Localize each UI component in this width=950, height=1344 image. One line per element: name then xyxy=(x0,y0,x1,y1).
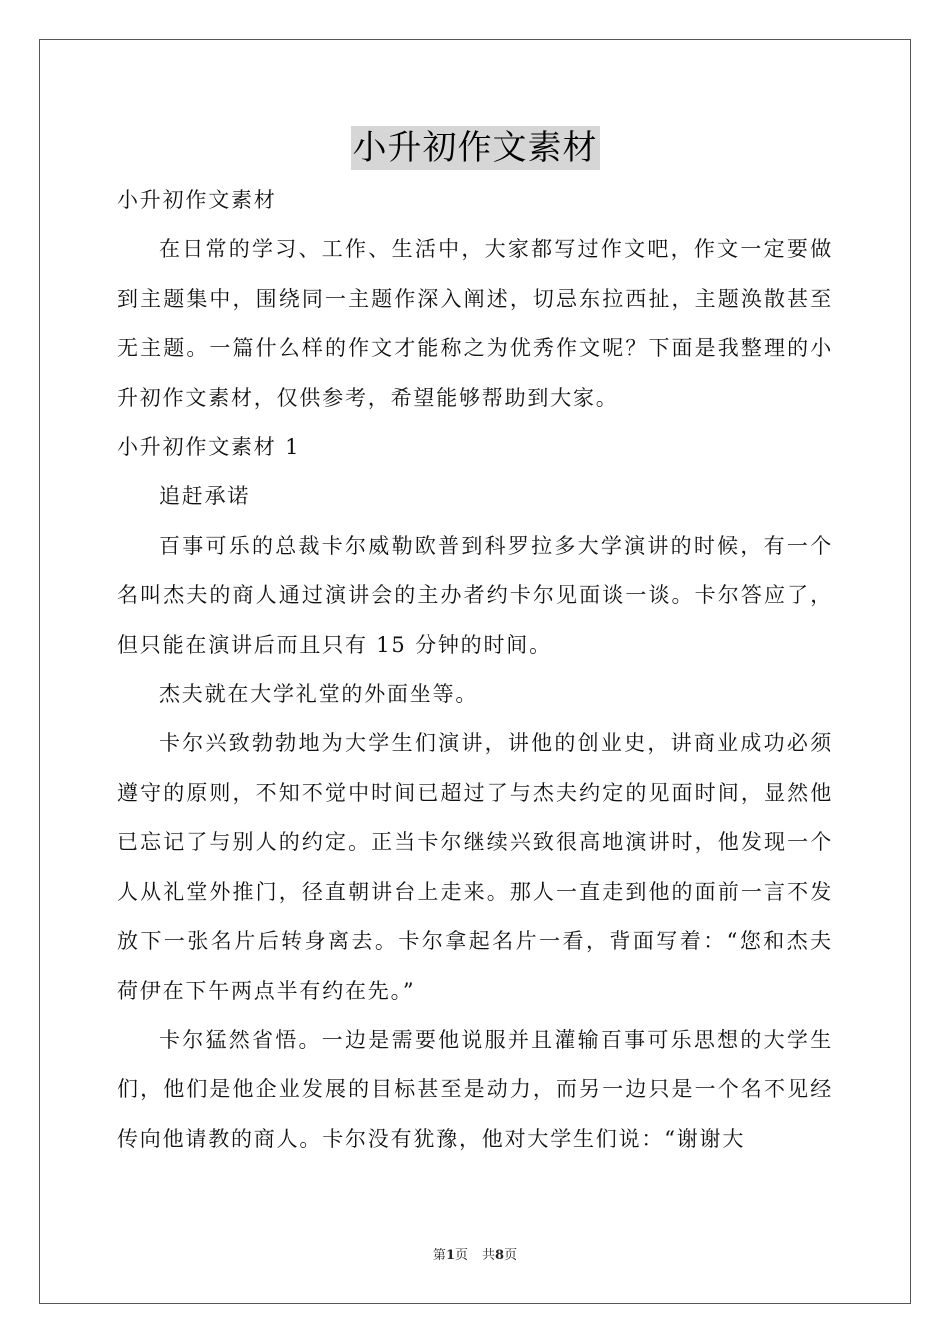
paragraph: 在日常的学习、工作、生活中，大家都写过作文吧，作文一定要做到主题集中，围绕同一主题作深入阐述，切忌东拉西扯，主题涣散甚至无主题。一篇什么样的作文才能称之为优秀作文呢？下面是我整理的小升初作文素材，仅供参考，希望能够帮助到大家。 xyxy=(117,237,833,410)
total-pages: 8 xyxy=(495,1248,505,1263)
total-label-suffix: 页 xyxy=(504,1248,518,1263)
page-label-suffix: 页 xyxy=(454,1248,468,1263)
paragraph: 卡尔猛然省悟。一边是需要他说服并且灌输百事可乐思想的大学生们，他们是他企业发展的目标甚至是动力，而另一边只是一个名不见经传向他请教的商人。卡尔没有犹豫，他对大学生们说：“谢谢大 xyxy=(117,1027,833,1151)
paragraph: 杰夫就在大学礼堂的外面坐等。 xyxy=(159,682,479,707)
paragraph: 小升初作文素材 1 xyxy=(117,435,301,460)
page-footer xyxy=(0,1246,950,1266)
paragraph: 小升初作文素材 xyxy=(117,188,277,212)
title-container xyxy=(0,126,950,170)
total-label-prefix: 共 xyxy=(482,1248,496,1263)
page-number: 1 xyxy=(445,1248,455,1263)
document-title: 小升初作文素材 xyxy=(352,128,598,168)
paragraph: 百事可乐的总裁卡尔威勒欧普到科罗拉多大学演讲的时候，有一个名叫杰夫的商人通过演讲会的主办者约卡尔见面谈一谈。卡尔答应了，但只能在演讲后而且只有 15 分钟的时间。 xyxy=(117,533,833,657)
page-label-prefix: 第 xyxy=(432,1248,446,1263)
paragraph: 卡尔兴致勃勃地为大学生们演讲，讲他的创业史，讲商业成功必须遵守的原则，不知不觉中时间已超过了与杰夫约定的见面时间，显然他已忘记了与别人的约定。正当卡尔继续兴致很高地演讲时，他发现一个人从礼堂外推门，径直朝讲台上走来。那人一直走到他的面前一言不发放下一张名片后转身离去。卡尔拿起名片一看，背面写着：“您和杰夫荷伊在下午两点半有约在先。” xyxy=(117,731,833,1003)
document-body xyxy=(117,176,833,1164)
paragraph: 追赶承诺 xyxy=(159,484,251,509)
